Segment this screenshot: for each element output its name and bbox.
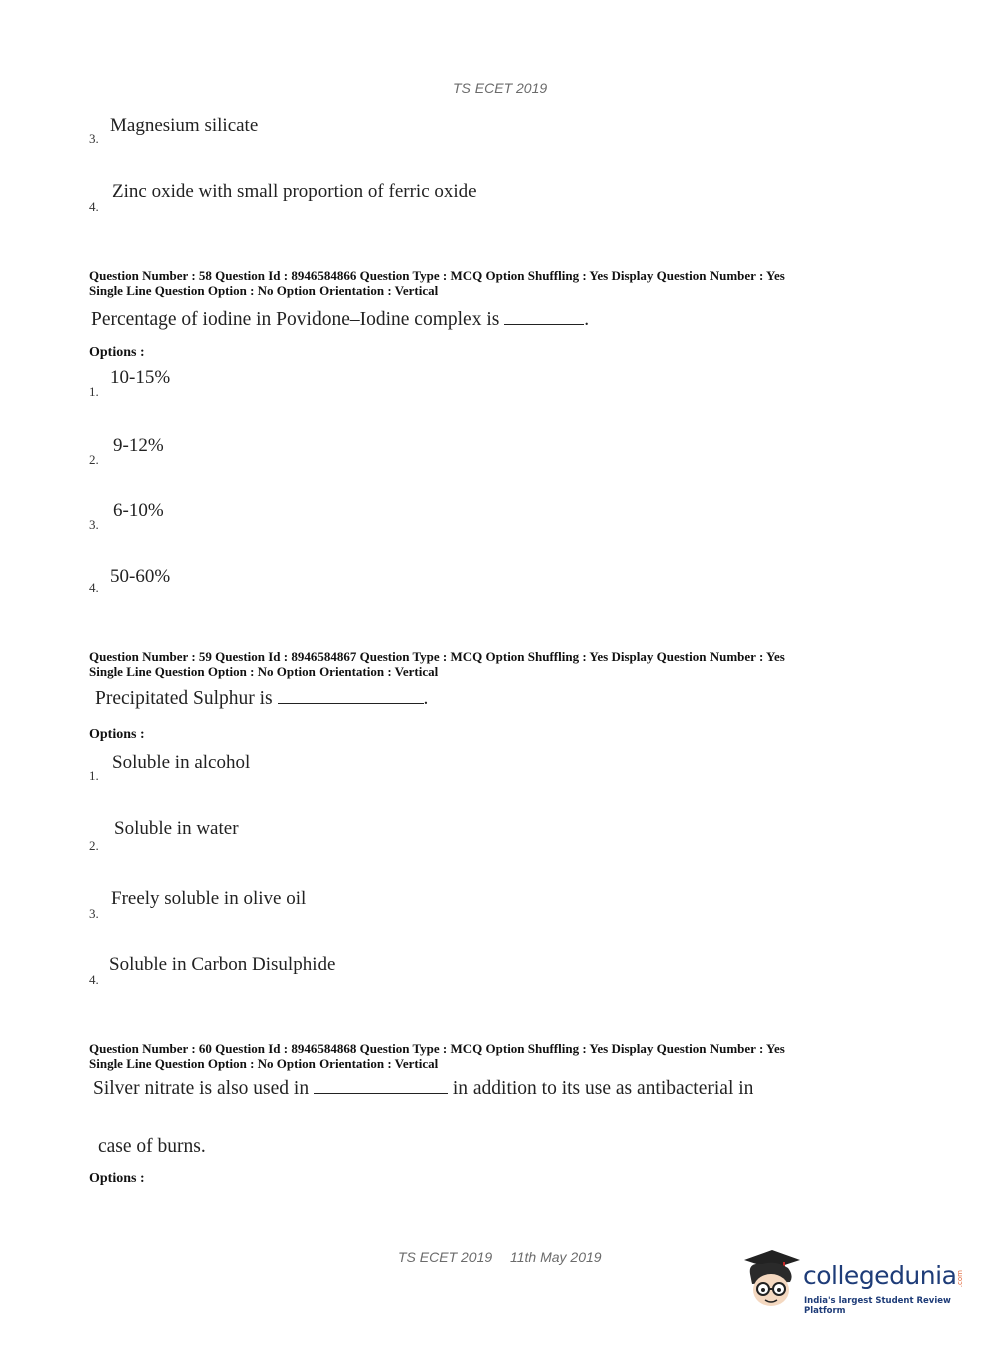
question-text-end: .: [423, 688, 429, 709]
option-number: 1.: [89, 384, 99, 399]
question-text-main: Precipitated Sulphur is: [95, 688, 273, 709]
option-number: 3.: [89, 517, 99, 532]
option-number: 4.: [89, 972, 99, 987]
logo-tagline: India's largest Student Review Platform: [804, 1296, 951, 1316]
option-number: 3.: [89, 906, 99, 921]
page-header-title: TS ECET 2019: [453, 80, 548, 96]
question-meta-line-1: Question Number : 59 Question Id : 8946584867 Question Type : MCQ Option Shuffling : Yes Display Question Number : Yes: [89, 649, 785, 664]
question-text: [91, 307, 589, 331]
option-text: Soluble in alcohol: [112, 752, 251, 773]
mascot-icon: [742, 1250, 802, 1312]
option-number: 3.: [89, 131, 99, 146]
option-text: Magnesium silicate: [110, 115, 259, 136]
option-number: 4.: [89, 199, 99, 214]
logo-wordmark: collegedunia: [803, 1261, 957, 1290]
question-meta-line-1: Question Number : 60 Question Id : 8946584868 Question Type : MCQ Option Shuffling : Yes Display Question Number : Yes: [89, 1041, 785, 1056]
answer-blank: [278, 686, 424, 704]
option-number: 2.: [89, 838, 99, 853]
collegedunia-logo: [742, 1250, 974, 1316]
question-text-line-2: case of burns.: [98, 1136, 206, 1157]
option-text: 10-15%: [110, 367, 171, 388]
option-text: Soluble in water: [114, 818, 239, 839]
logo-suffix: .com: [956, 1270, 964, 1288]
question-text-part-1: Silver nitrate is also used in: [93, 1078, 310, 1099]
option-text: 9-12%: [113, 435, 164, 456]
option-text: 6-10%: [113, 500, 164, 521]
question-text-part-2: in addition to its use as antibacterial in: [452, 1078, 754, 1099]
options-label: Options :: [89, 1171, 145, 1186]
footer-title: TS ECET 2019: [398, 1249, 493, 1265]
question-meta-line-2: Single Line Question Option : No Option Orientation : Vertical: [89, 664, 439, 679]
option-text: Soluble in Carbon Disulphide: [109, 954, 336, 975]
options-label: Options :: [89, 727, 145, 742]
footer-date: 11th May 2019: [510, 1249, 602, 1265]
question-text-end: .: [584, 309, 590, 330]
option-number: 2.: [89, 452, 99, 467]
answer-blank: [314, 1076, 448, 1094]
option-text: 50-60%: [110, 566, 171, 587]
question-meta-line-1: Question Number : 58 Question Id : 8946584866 Question Type : MCQ Option Shuffling : Yes Display Question Number : Yes: [89, 268, 785, 283]
question-meta-line-2: Single Line Question Option : No Option Orientation : Vertical: [89, 1056, 439, 1071]
question-text: [95, 686, 428, 710]
option-text: Zinc oxide with small proportion of ferric oxide: [112, 181, 477, 202]
option-text: Freely soluble in olive oil: [111, 888, 307, 909]
question-meta-line-2: Single Line Question Option : No Option Orientation : Vertical: [89, 283, 439, 298]
options-label: Options :: [89, 345, 145, 360]
option-number: 4.: [89, 580, 99, 595]
option-number: 1.: [89, 768, 99, 783]
answer-blank: [504, 307, 584, 325]
question-text-main: Percentage of iodine in Povidone–Iodine complex is: [91, 309, 500, 330]
question-text: [93, 1076, 753, 1100]
